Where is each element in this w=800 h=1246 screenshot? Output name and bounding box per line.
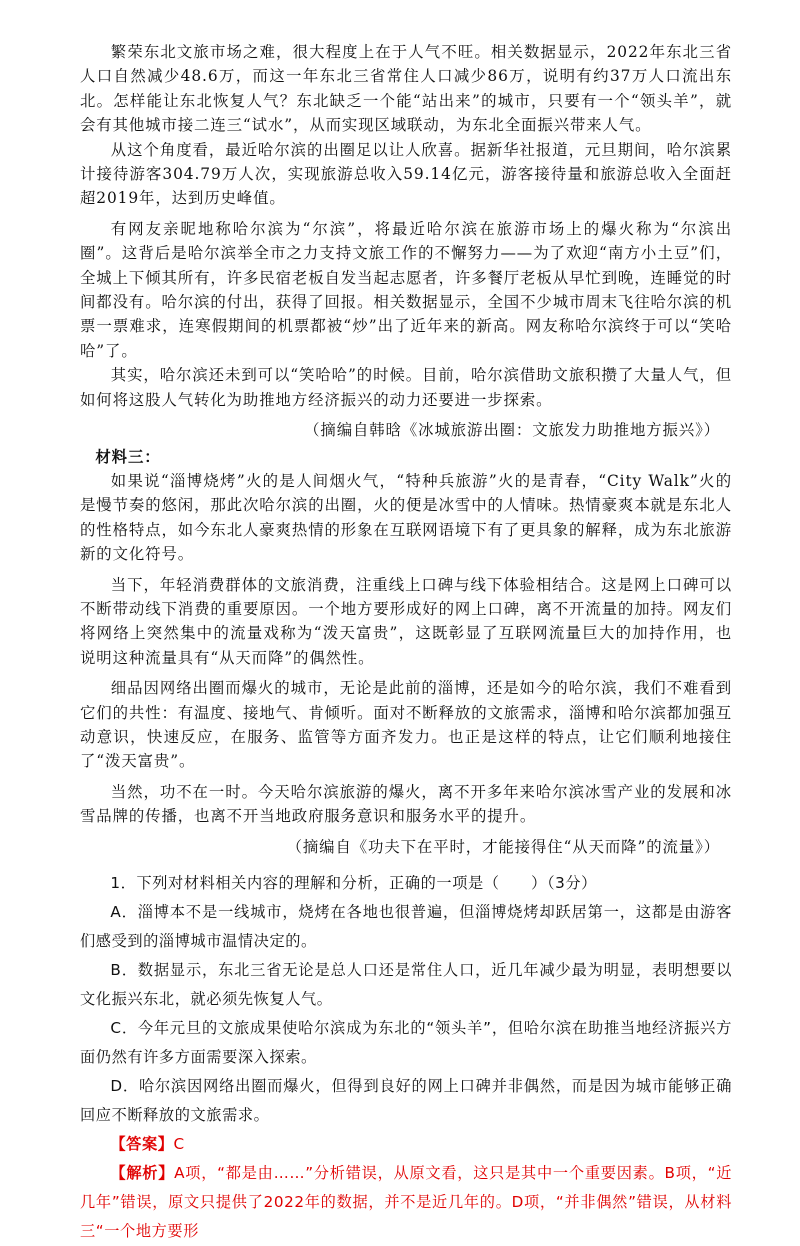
answer-section [80,1130,732,1246]
material2-source: （摘编自韩晗《冰城旅游出圈：文旅发力助推地方振兴》） [304,421,720,440]
material3-paragraph-3: 细品因网络出圈而爆火的城市，无论是此前的淄博，还是如今的哈尔滨，我们不难看到它们的共性：有温度、接地气、肯倾听。面对不断释放的文旅需求，淄博和哈尔滨都加强互动意识，快速反应，在服务、监管等方面齐发力。也正是这样的特点，让它们顺利地接住了“泼天富贵”。 [80,679,732,771]
answer-label: 【答案】 [110,1135,174,1153]
material3-heading: 材料三： [95,447,161,466]
analysis-paragraph [80,1159,732,1246]
question-stem: 1．下列对材料相关内容的理解和分析，正确的一项是（ ）（3分） [110,874,597,892]
question-section [80,869,732,1130]
option-a: A．淄博本不是一线城市，烧烤在各地也很普遍，但淄博烧烤却跃居第一，这都是由游客们感受到的淄博城市温情决定的。 [80,903,732,950]
material3-paragraph-2: 当下，年轻消费群体的文旅消费，注重线上口碑与线下体验相结合。这是网上口碑可以不断带动线下消费的重要原因。一个地方要形成好的网上口碑，离不开流量的加持。网友们将网络上突然集中的流量戏称为“泼天富贵”，这既彰显了互联网流量巨大的加持作用，也说明这种流量具有“从天而降”的偶然性。 [80,575,732,667]
material3-paragraph-4: 当然，功不在一时。今天哈尔滨旅游的爆火，离不开多年来哈尔滨冰雪产业的发展和冰雪品牌的传播，也离不开当地政府服务意识和服务水平的提升。 [80,782,732,826]
material3-source: （摘编自《功夫下在平时，才能接得住“从天而降”的流量》） [286,837,720,856]
material-three-section [80,445,732,860]
option-d: D．哈尔滨因网络出圈而爆火，但得到良好的网上口碑并非偶然，而是因为城市能够正确回应不断释放的文旅需求。 [80,1077,732,1124]
material3-paragraph-1: 如果说“淄博烧烤”火的是人间烟火气，“特种兵旅游”火的是青春，“City Walk”火的是慢节奏的悠闲，那此次哈尔滨的出圈，火的便是冰雪中的人情味。热情豪爽本就是东北人的性格特点，如今东北人豪爽热情的形象在互联网语境下有了更具象的解释，成为东北旅游新的文化符号。 [80,471,732,564]
material2-paragraph-4: 其实，哈尔滨还未到可以“笑哈哈”的时候。目前，哈尔滨借助文旅积攒了大量人气，但如何将这股人气转化为助推地方经济振兴的动力还要进一步探索。 [80,366,732,409]
analysis-label: 【解析】 [110,1164,175,1182]
material2-paragraph-1: 繁荣东北文旅市场之难，很大程度上在于人气不旺。相关数据显示，2022年东北三省人口自然减少48.6万，而这一年东北三省常住人口减少86万，说明有约37万人口流出东北。怎样能让东北恢复人气？东北缺乏一个能“站出来”的城市，只要有一个“领头羊”，就会有其他城市接二连三“试水”，从而实现区域联动，为东北全面振兴带来人气。 [80,43,732,135]
material-two-section [80,40,732,443]
option-b: B．数据显示，东北三省无论是总人口还是常住人口，近几年减少最为明显，表明想要以文化振兴东北，就必须先恢复人气。 [80,961,732,1008]
answer-line [80,1130,732,1159]
analysis-text: A项，“都是由……”分析错误，从原文看，这只是其中一个重要因素。B项，“近几年”错误，原文只提供了2022年的数据，并不是近几年的。D项，“并非偶然”错误，从材料三“一个地方要形 [80,1164,732,1240]
option-c: C．今年元旦的文旅成果使哈尔滨成为东北的“领头羊”，但哈尔滨在助推当地经济振兴方面仍然有许多方面需要深入探索。 [80,1019,732,1066]
material2-paragraph-3: 有网友亲昵地称哈尔滨为“尔滨”，将最近哈尔滨在旅游市场上的爆火称为“尔滨出圈”。这背后是哈尔滨举全市之力支持文旅工作的不懈努力——为了欢迎“南方小土豆”们，全城上下倾其所有，许多民宿老板自发当起志愿者，许多餐厅老板从早忙到晚，连睡觉的时间都没有。哈尔滨的付出，获得了回报。相关数据显示，全国不少城市周末飞往哈尔滨的机票一票难求，连寒假期间的机票都被“炒”出了近年来的新高。网友称哈尔滨终于可以“笑哈哈”了。 [80,219,732,360]
answer-value: C [173,1135,185,1153]
material2-paragraph-2: 从这个角度看，最近哈尔滨的出圈足以让人欣喜。据新华社报道，元旦期间，哈尔滨累计接待游客304.79万人次，实现旅游总收入59.14亿元，游客接待量和旅游总收入全面赶超2019年，达到历史峰值。 [80,140,732,208]
